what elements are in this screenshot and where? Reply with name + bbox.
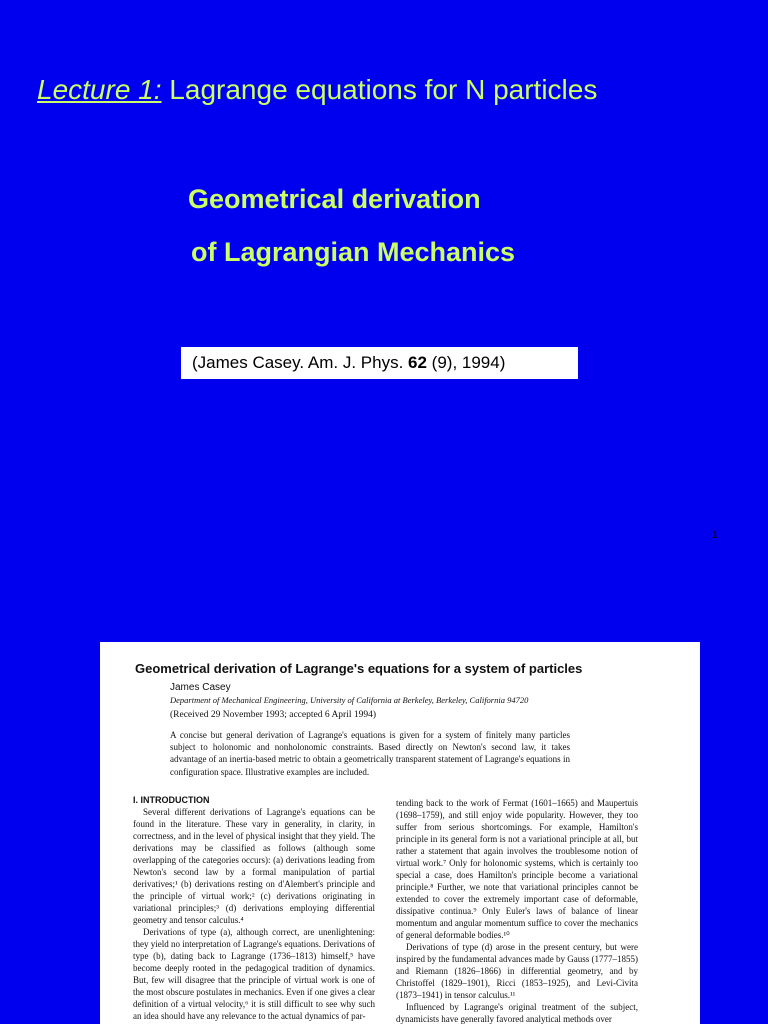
slide-number: 1 xyxy=(712,530,718,541)
citation-box xyxy=(181,347,578,379)
paper-affiliation: Department of Mechanical Engineering, University of California at Berkeley, Berkeley, California 94720 xyxy=(170,695,529,705)
subtitle-line-1: Geometrical derivation xyxy=(188,184,481,214)
slide-title xyxy=(37,74,597,106)
paper-abstract: A concise but general derivation of Lagrange's equations is given for a system of finitely many particles subject to holonomic and nonholonomic constraints. Based directly on Newton's second law, it takes advantage of an inertia-based metric to obtain a geometrically transparent statement of Lagrange's equations in configuration space. Illustrative examples are included. xyxy=(170,730,570,777)
paper-excerpt xyxy=(100,642,700,1024)
citation-prefix: (James Casey. Am. J. Phys. xyxy=(192,353,409,372)
paper-author: James Casey xyxy=(170,682,231,693)
lecture-label: Lecture 1: xyxy=(37,74,162,105)
section-heading: I. INTRODUCTION xyxy=(133,795,210,805)
paragraph: Influenced by Lagrange's original treatment of the subject, dynamicists have generally favored analytical methods over xyxy=(396,1002,638,1024)
paragraph: Derivations of type (a), although correct, are unenlightening: they yield no interpretation of Lagrange's equations. Derivations of type (b), dating back to Lagrange (1736–1813) himself,⁵ have become deeply rooted in the pedagogical tradition of dynamics. But, few will disagree that the principle of virtual work is one of the most obscure postulates in mechanics. Even if one gives a clear definition of a virtual velocity,⁶ it is still difficult to see why such an idea should have any relevance to the actual dynamics of par- xyxy=(133,927,375,1021)
subtitle-line-2: of Lagrangian Mechanics xyxy=(191,237,516,267)
paragraph: tending back to the work of Fermat (1601–1665) and Maupertuis (1698–1759), and still enjoy wide popularity. However, they too suffer from serious shortcomings. For example, Hamilton's principle in its general form is not a variational principle at all, but rather a statement that again involves the troublesome notion of virtual work.⁷ Only for holonomic systems, which is certainly too special a case, does Hamilton's principle become a variational principle.⁸ Further, we note that variational principles cannot be extended to cover the extremely important case of deformable, dissipative continua.⁹ Only Euler's laws of balance of linear momentum and angular momentum suffice to cover the mechanics of general deformable bodies.¹⁰ xyxy=(396,798,638,940)
lecture-topic: Lagrange equations for N particles xyxy=(161,74,598,105)
paper-title: Geometrical derivation of Lagrange's equations for a system of particles xyxy=(135,661,583,676)
citation-suffix: (9), 1994) xyxy=(426,353,506,372)
citation-volume: 62 xyxy=(408,353,427,372)
paragraph: Derivations of type (d) arose in the present century, but were inspired by the fundamental advances made by Gauss (1777–1855) and Riemann (1826–1866) in differential geometry, and by Christoffel (1829–1901), Ricci (1853–1925), and Levi-Civita (1873–1941) in tensor calculus.¹¹ xyxy=(396,942,638,1000)
paragraph: Several different derivations of Lagrange's equations can be found in the literature. These vary in generality, in clarity, in correctness, and in the level of physical insight that they yield. The derivations may be classified as follows (although some overlapping of the categories occurs): (a) derivations leading from Newton's second law by a formal manipulation of partial derivatives;¹ (b) derivations resting on d'Alembert's principle and the principle of virtual work;² (c) derivations originating in variational principles;³ (d) derivations employing differential geometry and tensor calculus.⁴ xyxy=(133,807,375,925)
paper-column-left xyxy=(133,794,375,1022)
paper-received-date: (Received 29 November 1993; accepted 6 April 1994) xyxy=(170,710,377,720)
paper-column-right xyxy=(396,797,638,1024)
